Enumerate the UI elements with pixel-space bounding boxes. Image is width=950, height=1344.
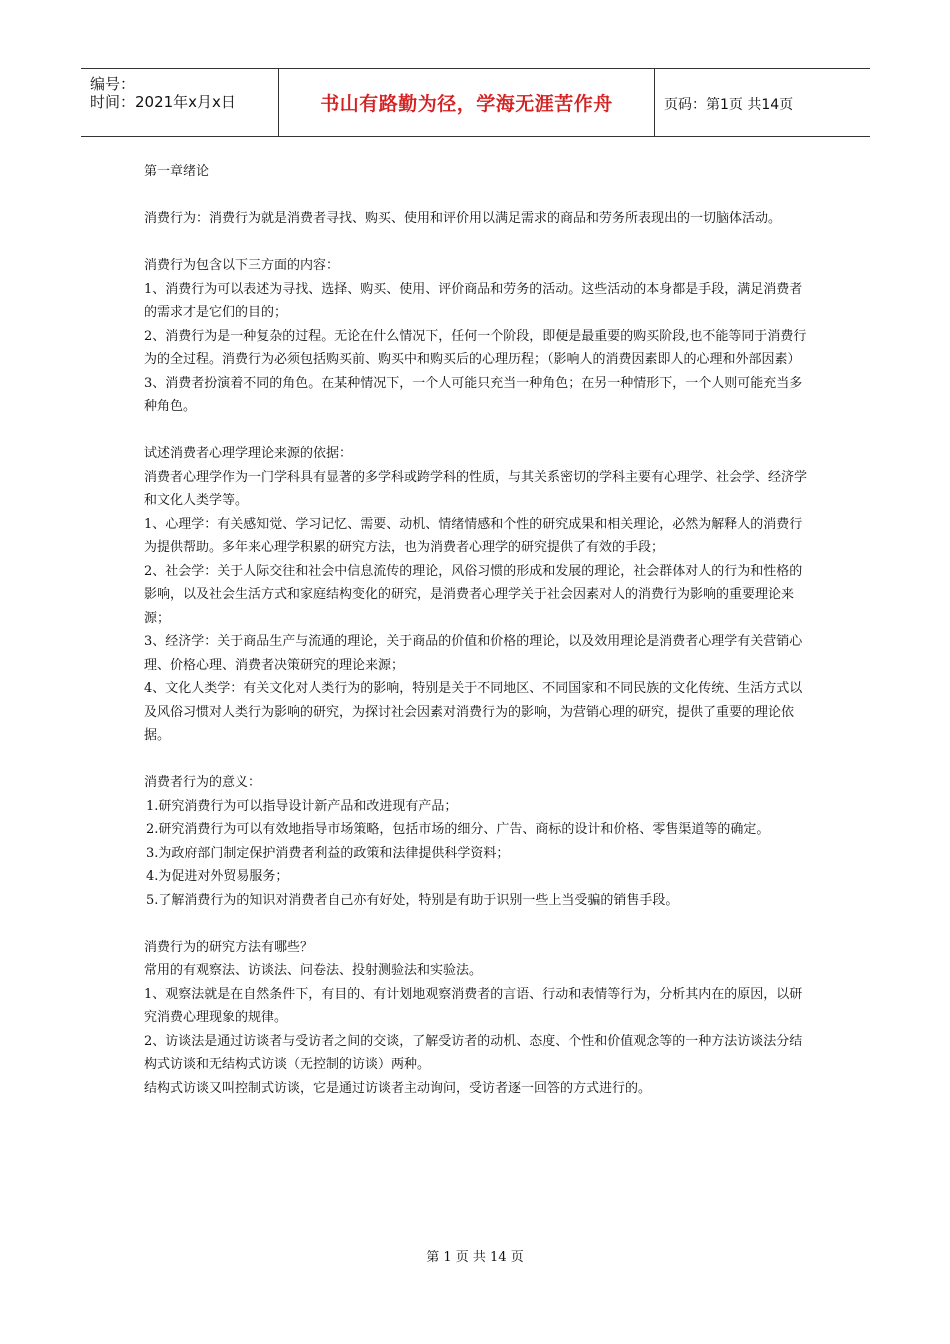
list-item: 结构式访谈又叫控制式访谈，它是通过访谈者主动询问，受访者逐一回答的方式进行的。 xyxy=(144,1080,652,1096)
spacer xyxy=(144,748,810,772)
chapter-title: 第一章绪论 xyxy=(144,164,210,179)
spacer xyxy=(144,419,810,443)
list-item: 4、文化人类学：有关文化对人类行为的影响，特别是关于不同地区、不同国家和不同民族的文化传统、生活方式以及风俗习惯对人类行为影响的研究，为探讨社会因素对消费行为的影响，为营销心理的研究，提供了重要的理论依据。 xyxy=(144,681,803,743)
list-item: 2、消费行为是一种复杂的过程。无论在什么情况下，任何一个阶段，即便是最重要的购买阶段,也不能等同于消费行为的全过程。消费行为必须包括购买前、购买中和购买后的心理历程；（影响人的消费因素即人的心理和外部因素） xyxy=(144,328,807,367)
page-footer: 第 1 页 共 14 页 xyxy=(426,1250,524,1265)
list-item: 1.研究消费行为可以指导设计新产品和改进现有产品； xyxy=(146,798,458,814)
header-motto: 书山有路勤为径，学海无涯苦作舟 xyxy=(320,93,613,115)
list-item: 2.研究消费行为可以有效地指导市场策略，包括市场的细分、广告、商标的设计和价格、零售渠道等的确定。 xyxy=(146,822,770,837)
list-item: 1、观察法就是在自然条件下，有目的、有计划地观察消费者的言语、行动和表情等行为，分析其内在的原因，以研究消费心理现象的规律。 xyxy=(144,986,803,1025)
document-body xyxy=(144,160,810,1100)
header-motto-cell xyxy=(279,69,655,136)
spacer xyxy=(144,184,810,208)
list-item: 1、心理学：有关感知觉、学习记忆、需要、动机、情绪情感和个性的研究成果和相关理论，必然为解释人的消费行为提供帮助。多年来心理学积累的研究方法，也为消费者心理学的研究提供了有效的手段； xyxy=(144,516,803,555)
document-number-label: 编号： xyxy=(90,75,136,93)
list-item: 5.了解消费行为的知识对消费者自己亦有好处，特别是有助于识别一些上当受骗的销售手段。 xyxy=(146,892,679,908)
section-intro: 常用的有观察法、访谈法、问卷法、投射测验法和实验法。 xyxy=(144,963,483,978)
section-heading: 消费行为包含以下三方面的内容： xyxy=(144,258,340,273)
document-header xyxy=(81,68,870,137)
list-item: 4.为促进对外贸易服务； xyxy=(146,869,289,884)
spacer xyxy=(144,912,810,936)
header-page-info: 页码：第1页 共14页 xyxy=(664,97,794,113)
list-item: 1、消费行为可以表述为寻找、选择、购买、使用、评价商品和劳务的活动。这些活动的本身都是手段，满足消费者的需求才是它们的目的； xyxy=(144,281,803,320)
list-item: 2、访谈法是通过访谈者与受访者之间的交谈，了解受访者的动机、态度、个性和价值观念等的一种方法访谈法分结构式访谈和无结构式访谈（无控制的访谈）两种。 xyxy=(144,1033,803,1072)
list-item: 3.为政府部门制定保护消费者利益的政策和法律提供科学资料； xyxy=(146,845,510,861)
document-date: 时间：2021年x月x日 xyxy=(90,93,236,111)
section-heading: 试述消费者心理学理论来源的依据： xyxy=(144,446,353,461)
header-meta-cell xyxy=(81,69,279,136)
list-item: 2、社会学：关于人际交往和社会中信息流传的理论，风俗习惯的形成和发展的理论，社会群体对人的行为和性格的影响，以及社会生活方式和家庭结构变化的研究，是消费者心理学关于社会因素对人的消费行为影响的重要理论来源； xyxy=(144,563,803,626)
header-page-cell xyxy=(655,69,870,136)
definition-paragraph: 消费行为：消费行为就是消费者寻找、购买、使用和评价用以满足需求的商品和劳务所表现出的一切脑体活动。 xyxy=(144,211,782,226)
list-item: 3、经济学：关于商品生产与流通的理论，关于商品的价值和价格的理论，以及效用理论是消费者心理学有关营销心理、价格心理、消费者决策研究的理论来源； xyxy=(144,634,803,673)
spacer xyxy=(144,231,810,255)
section-intro: 消费者心理学作为一门学科具有显著的多学科或跨学科的性质，与其关系密切的学科主要有心理学、社会学、经济学和文化人类学等。 xyxy=(144,469,808,508)
section-heading: 消费者行为的意义： xyxy=(144,775,262,790)
list-item: 3、消费者扮演着不同的角色。在某种情况下，一个人可能只充当一种角色；在另一种情形下，一个人则可能充当多种角色。 xyxy=(144,375,803,414)
section-heading: 消费行为的研究方法有哪些？ xyxy=(144,939,314,955)
